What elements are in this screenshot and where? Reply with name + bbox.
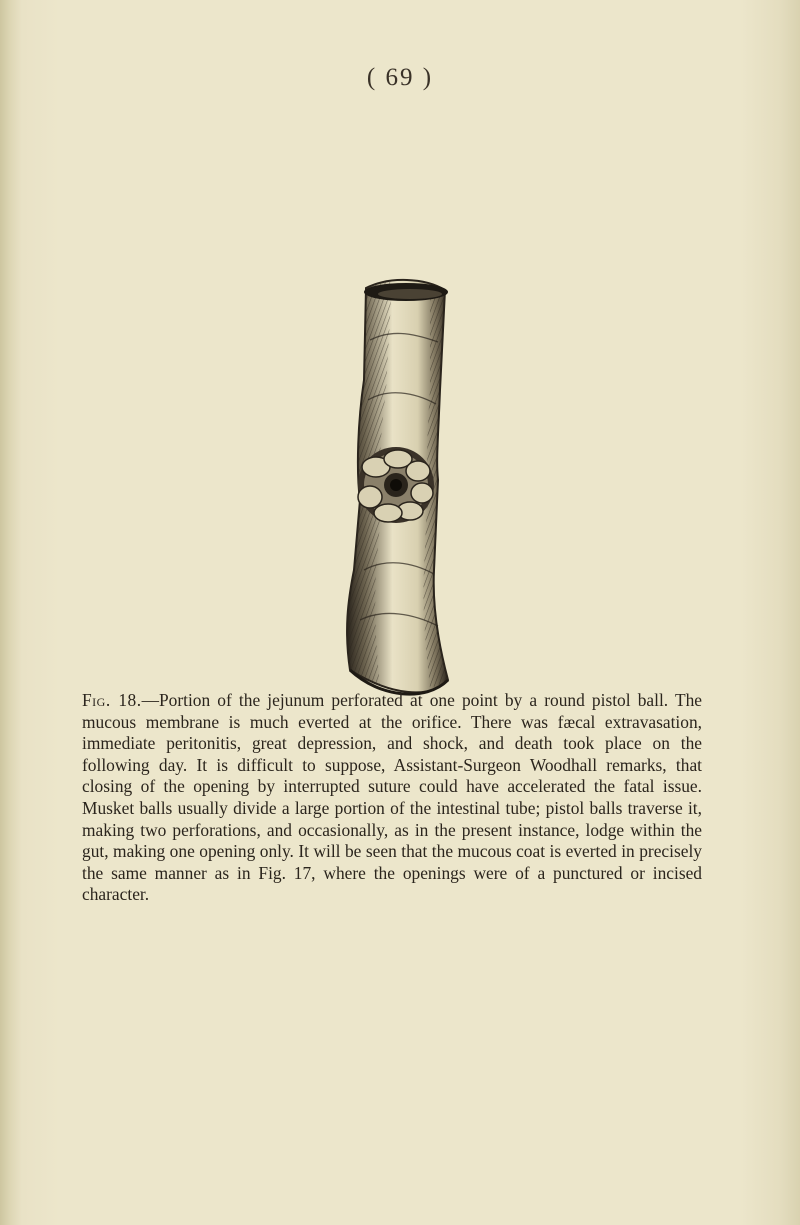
jejunum-figure — [330, 270, 470, 710]
page-number: ( 69 ) — [366, 64, 434, 91]
figure-caption — [82, 690, 702, 906]
caption-text: —Portion of the jejunum perforated at one point by a round pistol ball. The mucous membrane is much everted at the orifice. There was fæcal extravasation, immediate peritonitis, great depression, and shock, and death took place on the following day. It is difficult to suppose, Assistant-Surgeon Woodhall remarks, that closing of the opening by interrupted suture could have accelerated the fatal issue. Musket balls usually divide a large portion of the intestinal tube; pistol balls traverse it, making two perforations, and occasionally, as in the present instance, lodge within the gut, making one opening only. It will be seen that the mucous coat is everted in precisely the same manner as in Fig. 17, where the openings were of a punctured or incised character. — [82, 690, 702, 905]
figure-label: Fig. 18. — [82, 690, 142, 710]
jejunum-engraving-icon — [330, 270, 470, 710]
